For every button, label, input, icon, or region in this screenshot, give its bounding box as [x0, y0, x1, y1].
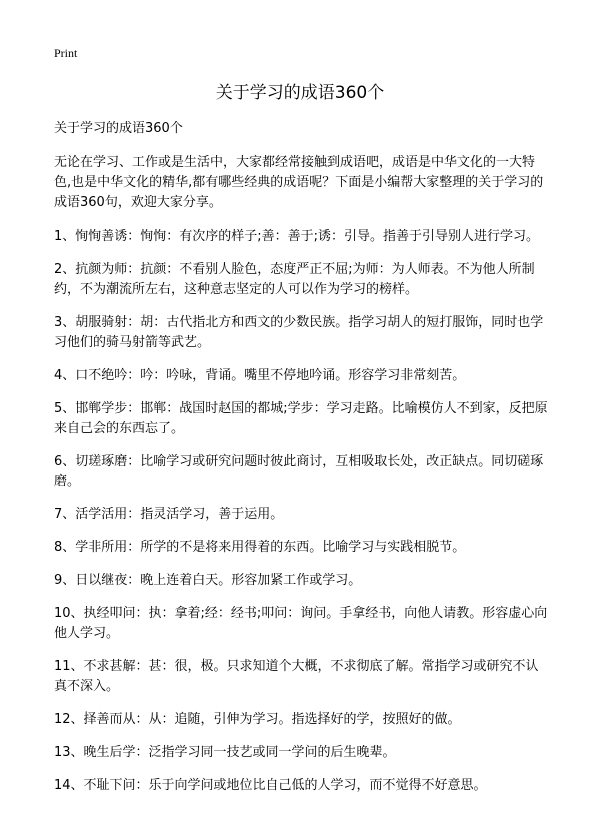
- idiom-entry: 12、择善而从：从：追随，引伸为学习。指选择好的学，按照好的做。: [54, 712, 461, 727]
- document-title: 关于学习的成语360个: [215, 83, 385, 103]
- idiom-entry: 4、口不绝吟：吟：吟咏，背诵。嘴里不停地吟诵。形容学习非常刻苦。: [54, 368, 466, 383]
- document-body: [54, 119, 550, 809]
- idiom-entry: 13、晚生后学：泛指学习同一技艺或同一学问的后生晚辈。: [54, 745, 396, 760]
- idiom-entry: 5、邯郸学步：邯郸：战国时赵国的都城;学步：学习走路。比喻模仿人不到家，反把原来自己会的东西忘了。: [54, 401, 548, 436]
- idiom-entry: 7、活学活用：指灵活学习，善于运用。: [54, 507, 284, 522]
- idiom-entry: 10、执经叩问：执：拿着;经：经书;叩问：询问。手拿经书，向他人请教。形容虚心向他人学习。: [54, 606, 548, 641]
- idiom-entry: 14、不耻下问：乐于向学问或地位比自己低的人学习，而不觉得不好意思。: [54, 778, 487, 793]
- document-subtitle: 关于学习的成语360个: [54, 121, 183, 136]
- idiom-entry: 9、日以继夜：晚上连着白天。形容加紧工作或学习。: [54, 573, 362, 588]
- idiom-entry: 8、学非所用：所学的不是将来用得着的东西。比喻学习与实践相脱节。: [54, 540, 466, 555]
- idiom-entry: 11、不求甚解：甚：很，极。只求知道个大概，不求彻底了解。常指学习或研究不认真不深入。: [54, 659, 539, 694]
- idiom-entry: 1、恂恂善诱：恂恂：有次序的样子;善：善于;诱：引导。指善于引导别人进行学习。: [54, 229, 540, 244]
- idiom-entry: 2、抗颜为师：抗颜：不看别人脸色，态度严正不屈;为师：为人师表。不为他人所制约，不为潮流所左右，这种意志坚定的人可以作为学习的榜样。: [54, 262, 535, 297]
- print-label: Print: [54, 46, 78, 60]
- intro-paragraph: 无论在学习、工作或是生活中，大家都经常接触到成语吧，成语是中华文化的一大特色,也是中华文化的精华,都有哪些经典的成语呢？下面是小编帮大家整理的关于学习的成语360句，欢迎大家分享。: [54, 155, 544, 210]
- idiom-entry: 3、胡服骑射：胡：古代指北方和西文的少数民族。指学习胡人的短打服饰，同时也学习他们的骑马射箭等武艺。: [54, 315, 544, 350]
- idiom-entry: 6、切瑳琢磨：比喻学习或研究问题时彼此商讨，互相吸取长处，改正缺点。同切磋琢磨。: [54, 454, 544, 489]
